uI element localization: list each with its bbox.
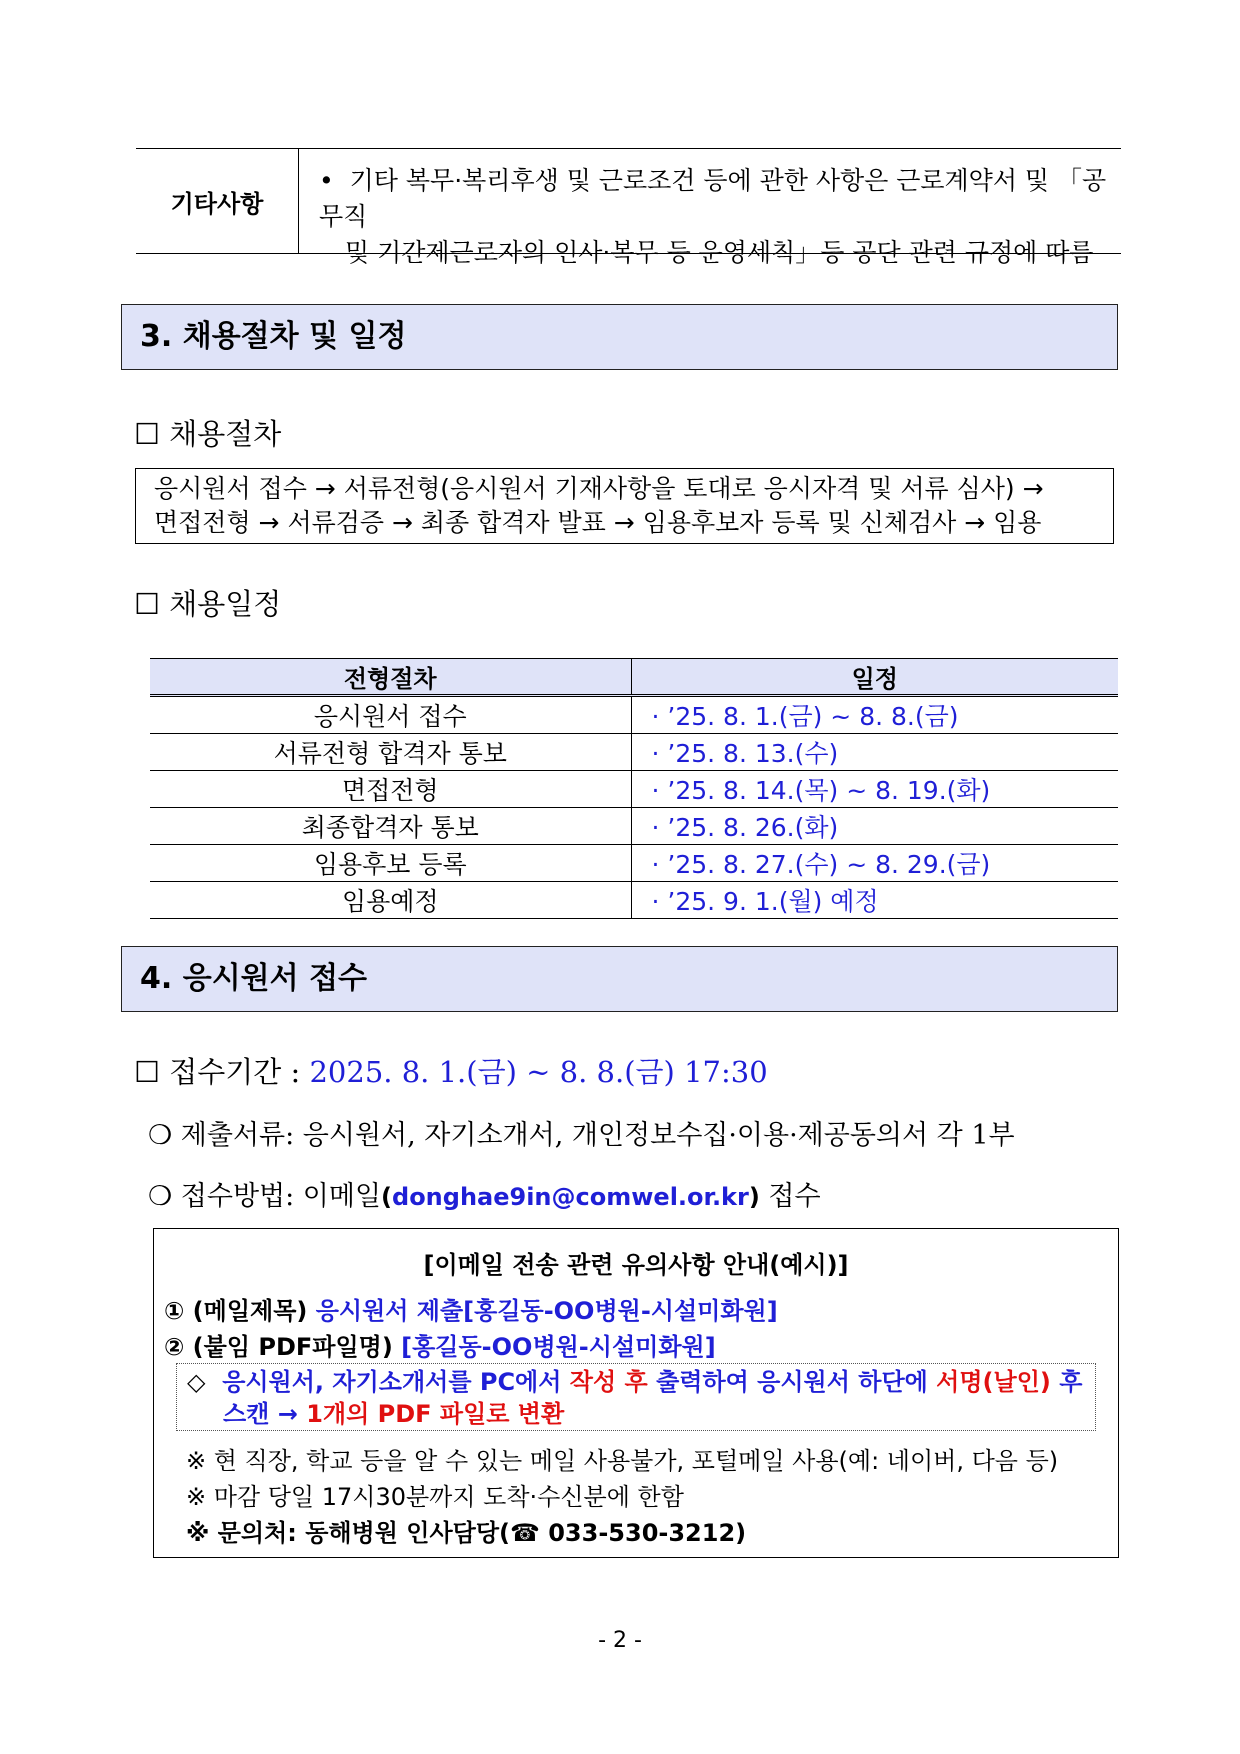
schedule-header-row	[150, 659, 1118, 696]
highlight-line-1: ◇ 응시원서, 자기소개서를 PC에서 작성 후 출력하여 응시원서 하단에 서명(날인) 후	[187, 1368, 1083, 1396]
schedule-header-step: 전형절차	[150, 659, 631, 696]
schedule-step: 응시원서 접수	[150, 696, 631, 734]
misc-line-1: • 기타 복무·복리후생 및 근로조건 등에 관한 사항은 근로계약서 및 「공무직	[319, 166, 1107, 231]
procedure-heading: ☐ 채용절차	[134, 417, 282, 451]
table-row	[150, 845, 1118, 882]
notice-item-1: ① (메일제목) 응시원서 제출[홍길동-OO병원-시설미화원]	[164, 1297, 778, 1325]
schedule-date: · ’25. 8. 1.(금) ~ 8. 8.(금)	[631, 696, 1118, 734]
procedure-box	[135, 468, 1114, 544]
section-3-header: 3. 채용절차 및 일정	[121, 304, 1118, 370]
period-label: ☐ 접수기간 :	[134, 1055, 301, 1089]
schedule-step: 면접전형	[150, 771, 631, 808]
schedule-date: · ’25. 8. 26.(화)	[631, 808, 1118, 845]
schedule-step: 임용예정	[150, 882, 631, 919]
email-notice-box	[153, 1228, 1119, 1558]
notice-highlight-box	[176, 1363, 1096, 1431]
method-suffix: 접수	[759, 1181, 821, 1212]
email-link[interactable]: donghae9in@comwel.or.kr	[392, 1183, 749, 1211]
method-prefix: ❍ 접수방법: 이메일	[148, 1181, 382, 1212]
schedule-date: · ’25. 8. 14.(목) ~ 8. 19.(화)	[631, 771, 1118, 808]
misc-label: 기타사항	[136, 149, 299, 253]
section-4-header: 4. 응시원서 접수	[121, 946, 1118, 1012]
notice-item-2: ② (붙임 PDF파일명) [홍길동-OO병원-시설미화원]	[164, 1333, 716, 1361]
highlight-line-2: 스캔 → 1개의 PDF 파일로 변환	[223, 1400, 565, 1428]
page-number: - 2 -	[598, 1628, 642, 1653]
notice-title: [이메일 전송 관련 유의사항 안내(예시)]	[423, 1251, 849, 1279]
misc-table	[136, 148, 1121, 267]
required-documents: ❍ 제출서류: 응시원서, 자기소개서, 개인정보수집·이용·제공동의서 각 1부	[148, 1120, 1015, 1151]
table-row	[150, 734, 1118, 771]
table-row	[150, 771, 1118, 808]
submission-method: ❍ 접수방법: 이메일(donghae9in@comwel.or.kr) 접수	[148, 1181, 821, 1212]
notice-note-1: ※ 현 직장, 학교 등을 알 수 있는 메일 사용불가, 포털메일 사용(예: 네이버, 다음 등)	[186, 1447, 1059, 1475]
notice-note-2: ※ 마감 당일 17시30분까지 도착·수신분에 한함	[186, 1483, 684, 1511]
schedule-date: · ’25. 8. 13.(수)	[631, 734, 1118, 771]
table-row	[150, 696, 1118, 734]
misc-text	[299, 149, 1121, 267]
schedule-date: · ’25. 9. 1.(월) 예정	[631, 882, 1118, 919]
table-row	[150, 882, 1118, 919]
procedure-line-1: 응시원서 접수 → 서류전형(응시원서 기재사항을 토대로 응시자격 및 서류 심사) →	[154, 474, 1044, 503]
schedule-table	[150, 658, 1118, 919]
schedule-step: 최종합격자 통보	[150, 808, 631, 845]
schedule-heading: ☐ 채용일정	[134, 587, 282, 621]
period-value: 2025. 8. 1.(금) ~ 8. 8.(금) 17:30	[309, 1055, 768, 1089]
misc-line-2: 및 기간제근로자의 인사·복무 등 운영세칙」등 공단 관련 규정에 따름	[345, 238, 1094, 267]
schedule-date: · ’25. 8. 27.(수) ~ 8. 29.(금)	[631, 845, 1118, 882]
notice-contact: ※ 문의처: 동해병원 인사담당(☎ 033-530-3212)	[186, 1519, 747, 1547]
schedule-step: 서류전형 합격자 통보	[150, 734, 631, 771]
application-period	[134, 1050, 768, 1091]
schedule-header-date: 일정	[631, 659, 1118, 696]
table-row	[150, 808, 1118, 845]
procedure-line-2: 면접전형 → 서류검증 → 최종 합격자 발표 → 임용후보자 등록 및 신체검사 → 임용	[154, 508, 1042, 537]
schedule-step: 임용후보 등록	[150, 845, 631, 882]
